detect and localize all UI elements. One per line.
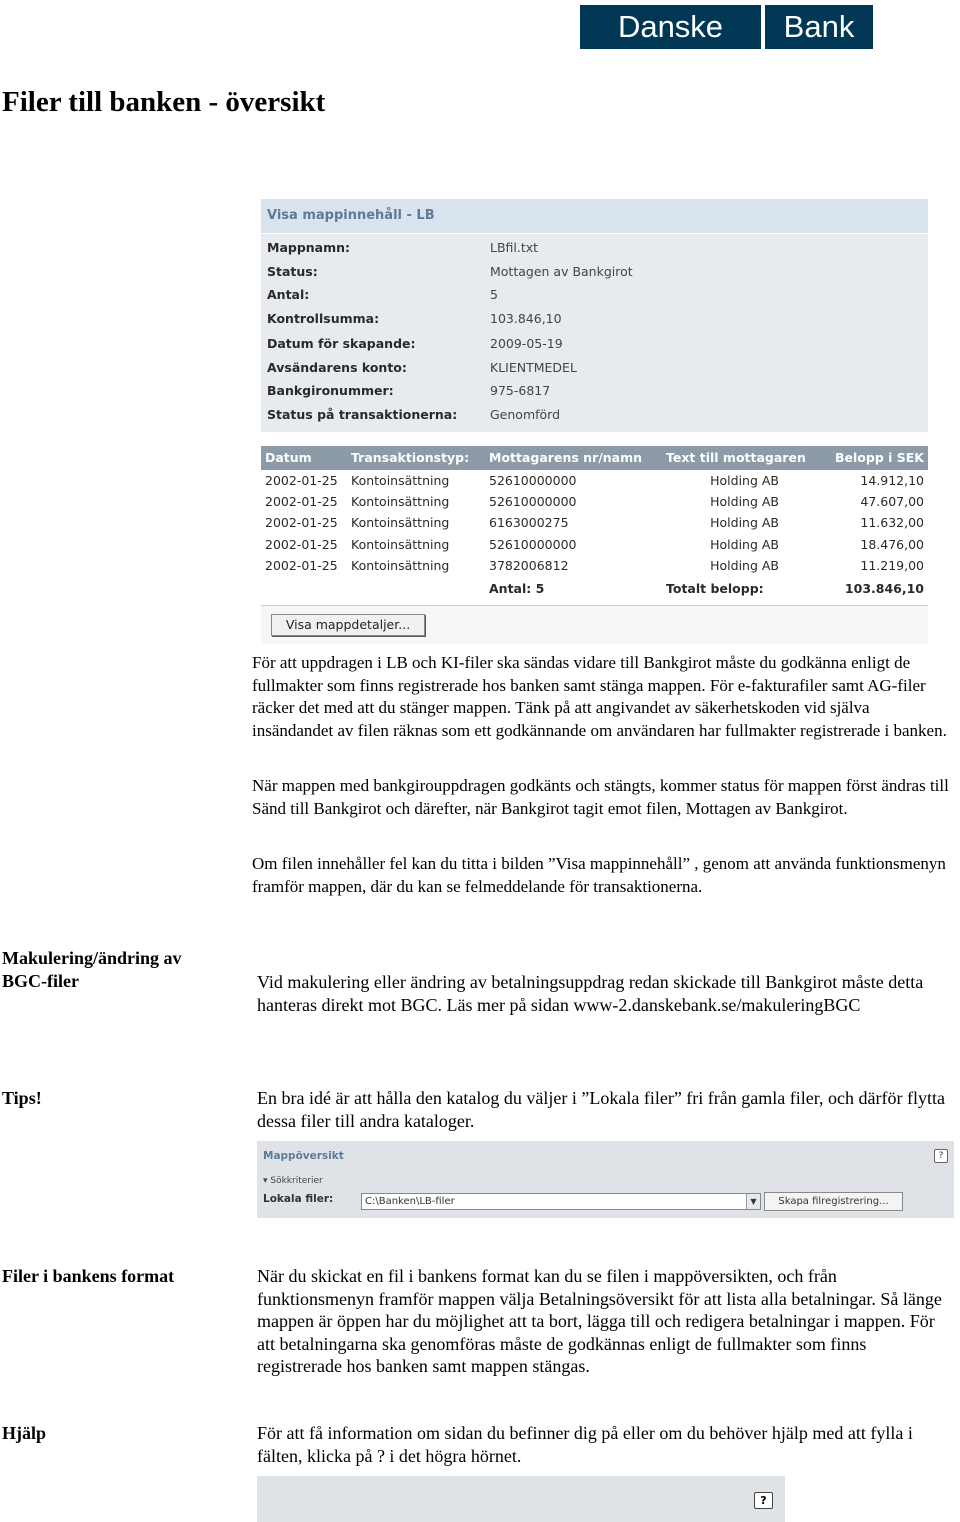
search-criteria-toggle[interactable]: ▾ Sökkriterier <box>263 1176 323 1186</box>
info-value: 103.846,10 <box>490 311 562 326</box>
local-files-value: C:\Banken\LB-filer <box>365 1196 455 1207</box>
cell-type: Kontoinsättning <box>351 494 450 509</box>
info-value: 975-6817 <box>490 383 551 398</box>
errors-paragraph: Om filen innehåller fel kan du titta i bilden ”Visa mappinnehåll” , genom att använda funktionsmenyn framför mappen, där du kan se felmeddelande för transaktionerna. <box>252 854 946 896</box>
info-label: Status på transaktionerna: <box>267 407 458 422</box>
column-header-amount: Belopp i SEK <box>835 450 924 465</box>
table-header <box>261 446 928 470</box>
bank-format-heading: Filer i bankens format <box>2 1266 175 1286</box>
tips-heading: Tips! <box>2 1088 42 1108</box>
folder-info-box <box>261 234 928 432</box>
info-label: Bankgironummer: <box>267 383 394 398</box>
overview-title: Mappöversikt <box>263 1150 344 1162</box>
cell-text: Holding AB <box>710 558 779 573</box>
table-row <box>261 556 928 577</box>
cell-type: Kontoinsättning <box>351 515 450 530</box>
info-label: Mappnamn: <box>267 240 351 255</box>
help-heading: Hjälp <box>2 1423 47 1443</box>
create-file-registration-button[interactable]: Skapa filregistrering... <box>764 1192 903 1211</box>
folder-overview-screenshot <box>257 1141 954 1218</box>
chevron-down-icon[interactable]: ▼ <box>746 1194 760 1209</box>
summary-total-label: Totalt belopp: <box>666 581 764 596</box>
danske-bank-logo <box>580 5 873 49</box>
status-paragraph: När mappen med bankgirouppdragen godkänts och stängts, kommer status för mappen först ändras till Sänd till Bankgirot och därefter, när Bankgirot tagit emot filen, Mottagen av Bankgirot. <box>252 776 949 818</box>
info-label: Antal: <box>267 287 310 302</box>
panel-footer <box>261 605 928 644</box>
approval-paragraph: För att uppdragen i LB och KI-filer ska sändas vidare till Bankgirot måste du godkänna enligt de fullmakter som finns registrerade hos banken samt stänga mappen. För e-fakturafiler samt AG-filer räcker det med att du stänger mappen. Tänk på att angivandet av säkerhetskoden vid själva insändandet av filen räknas som ett godkännande om användaren har fullmakter registrerade i banken. <box>252 653 947 741</box>
cell-text: Holding AB <box>710 494 779 509</box>
cell-text: Holding AB <box>710 537 779 552</box>
cell-type: Kontoinsättning <box>351 537 450 552</box>
info-label: Datum för skapande: <box>267 336 416 351</box>
summary-total: 103.846,10 <box>844 581 924 596</box>
help-bar-screenshot <box>257 1476 785 1522</box>
cell-text: Holding AB <box>710 473 779 488</box>
cell-type: Kontoinsättning <box>351 473 450 488</box>
table-summary <box>261 579 928 600</box>
cell-amount: 18.476,00 <box>860 537 924 552</box>
info-label: Avsändarens konto: <box>267 360 407 375</box>
bank-format-text: När du skickat en fil i bankens format kan du se filen i mappöversikten, och från funktionsmenyn framför mappen välja Betalningsöversikt för att lista alla betalningar. Så länge mappen är öppen har du möjlighet att ta bort, lägga till och redigera betalningar i mappen. För att betalningarna ska genomföras måste de godkännas enligt de fullmakter som finns registrerade hos banken samt mappen stängas. <box>257 1266 942 1377</box>
info-value: LBfil.txt <box>490 240 539 255</box>
cell-date: 2002-01-25 <box>265 537 338 552</box>
info-value: Mottagen av Bankgirot <box>490 264 633 279</box>
cell-recipient: 52610000000 <box>489 473 577 488</box>
column-header-type: Transaktionstyp: <box>351 450 470 465</box>
cell-amount: 11.219,00 <box>860 558 924 573</box>
help-icon[interactable]: ? <box>934 1149 948 1163</box>
table-row <box>261 492 928 513</box>
info-value: 5 <box>490 287 498 302</box>
cell-recipient: 6163000275 <box>489 515 569 530</box>
tips-text: En bra idé är att hålla den katalog du väljer i ”Lokala filer” fri från gamla filer, och därför flytta dessa filer till andra kataloger. <box>257 1088 945 1131</box>
summary-count: Antal: 5 <box>489 581 545 596</box>
info-value: 2009-05-19 <box>490 336 563 351</box>
cell-date: 2002-01-25 <box>265 473 338 488</box>
cell-amount: 14.912,10 <box>860 473 924 488</box>
cell-date: 2002-01-25 <box>265 558 338 573</box>
cell-amount: 47.607,00 <box>860 494 924 509</box>
help-text: För att få information om sidan du befinner dig på eller om du behöver hjälp med att fylla i fälten, klicka på ? i det högra hörnet. <box>257 1423 913 1466</box>
cell-recipient: 3782006812 <box>489 558 569 573</box>
local-files-label: Lokala filer: <box>263 1193 334 1205</box>
cell-recipient: 52610000000 <box>489 494 577 509</box>
column-header-text: Text till mottagaren <box>666 450 806 465</box>
cell-amount: 11.632,00 <box>860 515 924 530</box>
cell-type: Kontoinsättning <box>351 558 450 573</box>
cell-recipient: 52610000000 <box>489 537 577 552</box>
table-row <box>261 471 928 492</box>
column-header-recipient: Mottagarens nr/namn <box>489 450 643 465</box>
info-label: Kontrollsumma: <box>267 311 380 326</box>
show-folder-details-button[interactable]: Visa mappdetaljer... <box>271 614 425 636</box>
cell-text: Holding AB <box>710 515 779 530</box>
table-row <box>261 513 928 534</box>
info-value: Genomförd <box>490 407 561 422</box>
cancellation-heading: Makulering/ändring av BGC-filer <box>2 948 182 991</box>
info-value: KLIENTMEDEL <box>490 360 577 375</box>
panel-title: Visa mappinnehåll - LB <box>261 199 928 233</box>
info-label: Status: <box>267 264 318 279</box>
logo-part-danske: Danske <box>580 5 761 49</box>
table-row <box>261 535 928 556</box>
help-icon[interactable]: ? <box>754 1492 773 1509</box>
local-files-select[interactable] <box>361 1193 761 1210</box>
folder-contents-screenshot <box>261 199 928 643</box>
column-header-date: Datum <box>265 450 312 465</box>
page-title: Filer till banken - översikt <box>2 86 326 118</box>
cell-date: 2002-01-25 <box>265 494 338 509</box>
cell-date: 2002-01-25 <box>265 515 338 530</box>
logo-part-bank: Bank <box>765 5 873 49</box>
cancellation-text: Vid makulering eller ändring av betalningsuppdrag redan skickade till Bankgirot måste detta hanteras direkt mot BGC. Läs mer på sidan www-2.danskebank.se/makuleringBGC <box>257 972 924 1015</box>
